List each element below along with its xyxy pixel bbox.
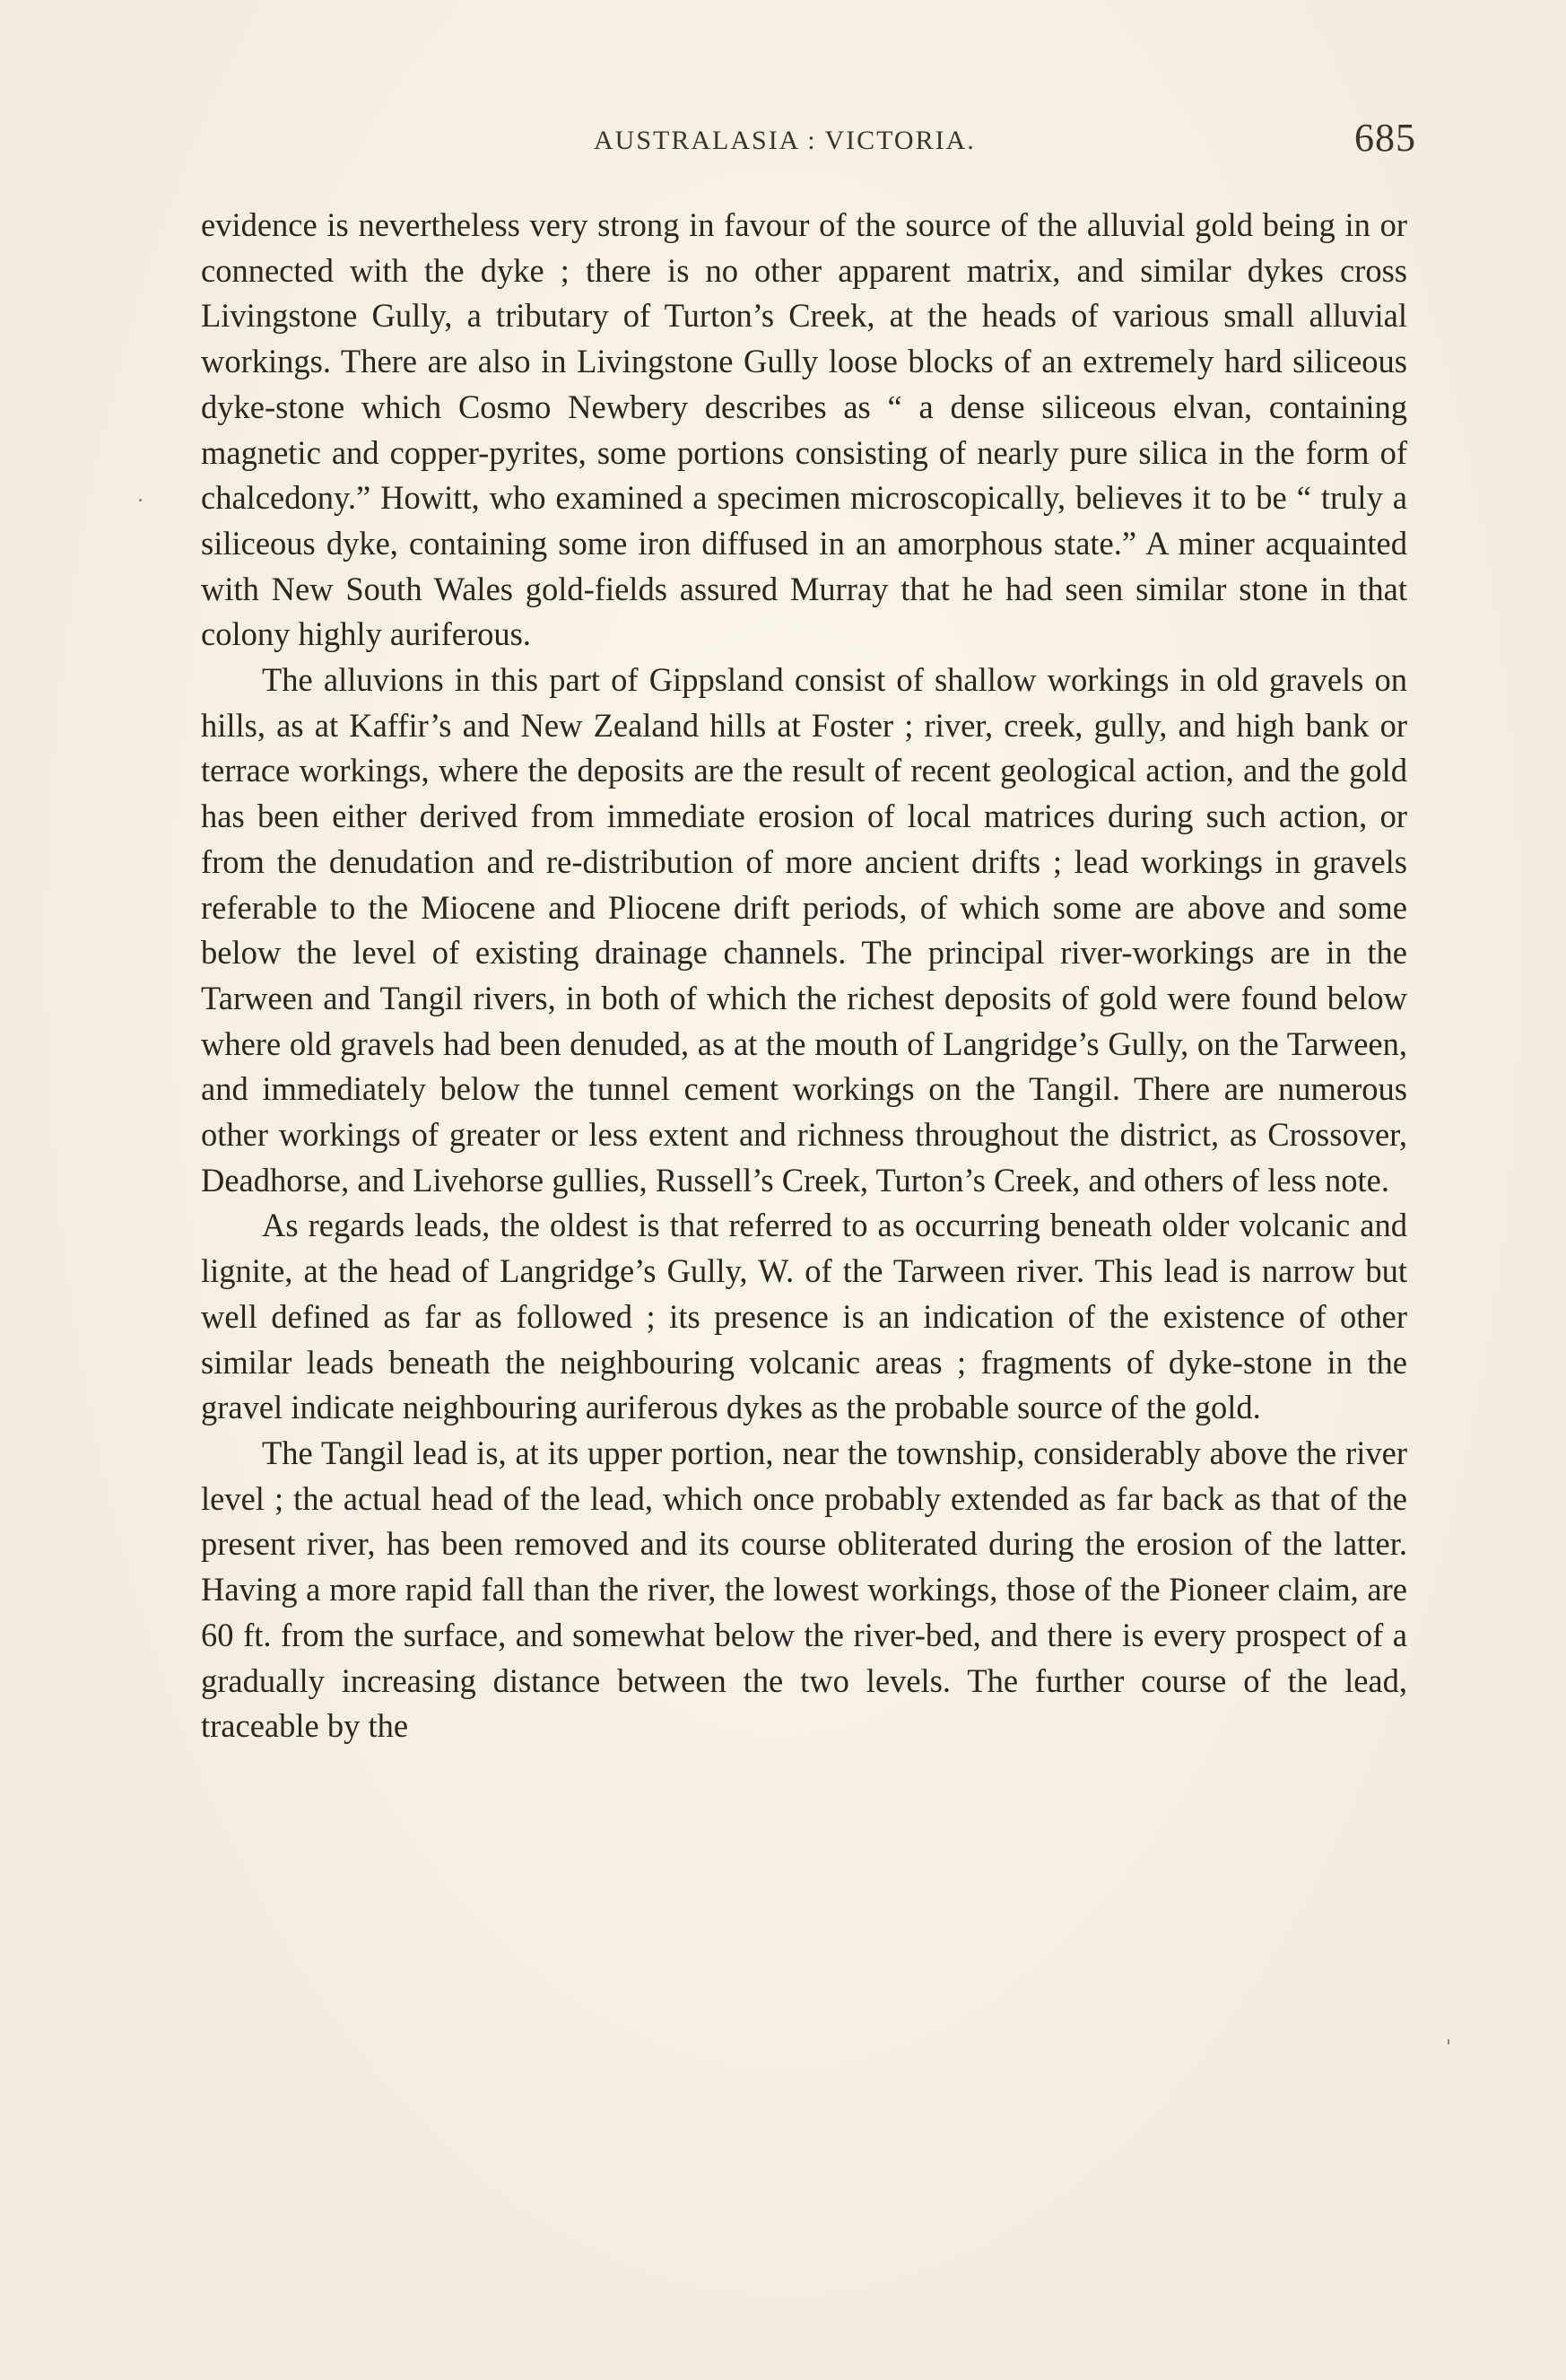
page-number: 685 (1354, 116, 1416, 160)
paragraph-3: As regards leads, the oldest is that referred to as occurring beneath older volcanic and lignite, at the head of Langridge’s Gully, W. of the Tarween river. This lead is narrow but well defined as far as followed ; its presence is an indication of the existence of other similar leads beneath the neighbouring volcanic areas ; fragments of dyke-stone in the gravel indicate neighbouring auriferous dykes as the probable source of the gold. (201, 1207, 1407, 1426)
paragraph-4: The Tangil lead is, at its upper portion, near the township, considerably above the river level ; the actual head of the lead, which once probably extended as far back as that of the present river, has been removed and its course obliterated during the erosion of the latter. Having a more rapid fall than the river, the lowest workings, those of the Pioneer claim, are 60 ft. from the surface, and somewhat below the river-bed, and there is every prospect of a gradually increasing distance between the two levels. The further course of the lead, traceable by the (201, 1434, 1407, 1745)
paper-speck (1448, 2039, 1449, 2044)
paper-speck (139, 499, 142, 501)
paragraph-1: evidence is nevertheless very strong in favour of the source of the alluvial gold being in or connected with the dyke ; there is no other apparent matrix, and similar dykes cross Livingstone Gully, a tributary of Turton’s Creek, at the heads of various small alluvial workings. There are also in Livingstone Gully loose blocks of an extremely hard siliceous dyke-stone which Cosmo Newbery describes as “ a dense siliceous elvan, containing magnetic and copper-pyrites, some portions consisting of nearly pure silica in the form of chalcedony.” Howitt, who examined a specimen microscopically, believes it to be “ truly a siliceous dyke, containing some iron diffused in an amorphous state.” A miner acquainted with New South Wales gold-fields assured Murray that he had seen similar stone in that colony highly auriferous. (201, 206, 1407, 653)
paragraph-2: The alluvions in this part of Gippsland consist of shallow workings in old gravels on hills, as at Kaffir’s and New Zealand hills at Foster ; river, creek, gully, and high bank or terrace workings, where the deposits are the result of recent geological action, and the gold has been either derived from immediate erosion of local matrices during such action, or from the denudation and re-distribution of more ancient drifts ; lead workings in gravels referable to the Miocene and Pliocene drift periods, of which some are above and some below the level of existing drainage channels. The principal river-workings are in the Tarween and Tangil rivers, in both of which the richest deposits of gold were found below where old gravels had been denuded, as at the mouth of Langridge’s Gully, on the Tarween, and immediately below the tunnel cement workings on the Tangil. There are numerous other workings of greater or less extent and richness throughout the district, as Crossover, Deadhorse, and Livehorse gullies, Russell’s Creek, Turton’s Creek, and others of less note. (201, 661, 1407, 1199)
running-head: AUSTRALASIA : VICTORIA. (594, 126, 976, 155)
body-text (201, 203, 1407, 1749)
